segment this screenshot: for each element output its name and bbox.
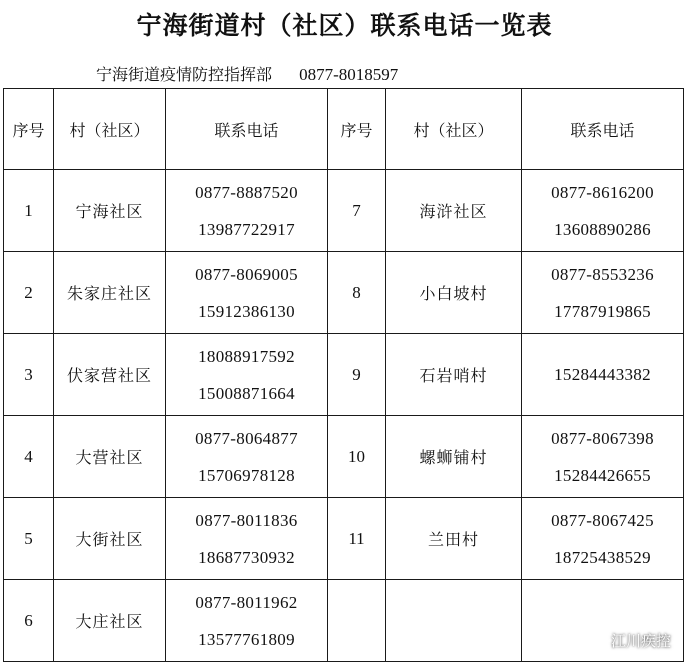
row-number: 11 bbox=[328, 498, 386, 580]
phone-number: 15008871664 bbox=[198, 383, 295, 403]
page-title: 宁海街道村（社区）联系电话一览表 bbox=[136, 11, 553, 40]
row-number: 9 bbox=[328, 334, 386, 416]
table-row bbox=[4, 252, 684, 334]
phone-number: 0877-8067398 bbox=[551, 428, 654, 448]
phone-number: 13608890286 bbox=[554, 219, 651, 239]
headquarters-line bbox=[96, 62, 398, 85]
phone-cell bbox=[522, 416, 684, 498]
phone-number: 0877-8616200 bbox=[551, 182, 654, 202]
table-row bbox=[4, 580, 684, 662]
village-name: 朱家庄社区 bbox=[54, 252, 166, 334]
watermark bbox=[583, 630, 671, 651]
phone-cell bbox=[166, 334, 328, 416]
phone-number: 0877-8011962 bbox=[195, 592, 298, 612]
phone-cell bbox=[522, 334, 684, 416]
contact-table bbox=[3, 88, 684, 662]
phone-number: 15706978128 bbox=[198, 465, 295, 485]
phone-cell bbox=[166, 580, 328, 662]
header-phone-left: 联系电话 bbox=[166, 89, 328, 170]
phone-number: 13987722917 bbox=[198, 219, 295, 239]
village-name: 宁海社区 bbox=[54, 170, 166, 252]
headquarters-phone: 0877-8018597 bbox=[299, 65, 399, 84]
headquarters-name: 宁海街道疫情防控指挥部 bbox=[96, 65, 273, 84]
phone-number: 13577761809 bbox=[198, 629, 295, 649]
phone-number: 15284426655 bbox=[554, 465, 651, 485]
village-name: 海浒社区 bbox=[386, 170, 522, 252]
row-number: 8 bbox=[328, 252, 386, 334]
table-row bbox=[4, 498, 684, 580]
village-name: 大街社区 bbox=[54, 498, 166, 580]
phone-cell bbox=[522, 170, 684, 252]
wechat-icon bbox=[583, 632, 605, 650]
phone-number: 17787919865 bbox=[554, 301, 651, 321]
phone-number: 0877-8069005 bbox=[195, 264, 298, 284]
phone-cell bbox=[522, 252, 684, 334]
row-number: 10 bbox=[328, 416, 386, 498]
phone-number: 18725438529 bbox=[554, 547, 651, 567]
row-number bbox=[328, 580, 386, 662]
phone-number: 0877-8011836 bbox=[195, 510, 298, 530]
phone-cell bbox=[166, 416, 328, 498]
village-name: 伏家营社区 bbox=[54, 334, 166, 416]
header-no-left: 序号 bbox=[4, 89, 54, 170]
phone-number: 0877-8067425 bbox=[551, 510, 654, 530]
phone-number: 18088917592 bbox=[198, 346, 295, 366]
header-phone-right: 联系电话 bbox=[522, 89, 684, 170]
table-row bbox=[4, 170, 684, 252]
row-number: 1 bbox=[4, 170, 54, 252]
table-row bbox=[4, 334, 684, 416]
row-number: 3 bbox=[4, 334, 54, 416]
village-name bbox=[386, 580, 522, 662]
table-header-row bbox=[4, 89, 684, 170]
row-number: 7 bbox=[328, 170, 386, 252]
row-number: 5 bbox=[4, 498, 54, 580]
village-name: 大庄社区 bbox=[54, 580, 166, 662]
row-number: 6 bbox=[4, 580, 54, 662]
row-number: 4 bbox=[4, 416, 54, 498]
phone-cell bbox=[166, 252, 328, 334]
village-name: 大营社区 bbox=[54, 416, 166, 498]
village-name: 兰田村 bbox=[386, 498, 522, 580]
table-row bbox=[4, 416, 684, 498]
row-number: 2 bbox=[4, 252, 54, 334]
phone-cell bbox=[166, 498, 328, 580]
phone-number: 15284443382 bbox=[554, 365, 651, 384]
village-name: 螺蛳铺村 bbox=[386, 416, 522, 498]
phone-cell bbox=[522, 498, 684, 580]
header-no-right: 序号 bbox=[328, 89, 386, 170]
phone-number: 15912386130 bbox=[198, 301, 295, 321]
phone-number: 0877-8553236 bbox=[551, 264, 654, 284]
village-name: 石岩哨村 bbox=[386, 334, 522, 416]
phone-number: 0877-8064877 bbox=[195, 428, 298, 448]
watermark-text: 江川疾控 bbox=[610, 632, 671, 650]
village-name: 小白坡村 bbox=[386, 252, 522, 334]
header-village-right: 村（社区） bbox=[386, 89, 522, 170]
header-village-left: 村（社区） bbox=[54, 89, 166, 170]
phone-number: 18687730932 bbox=[198, 547, 295, 567]
phone-number: 0877-8887520 bbox=[195, 182, 298, 202]
phone-cell bbox=[166, 170, 328, 252]
